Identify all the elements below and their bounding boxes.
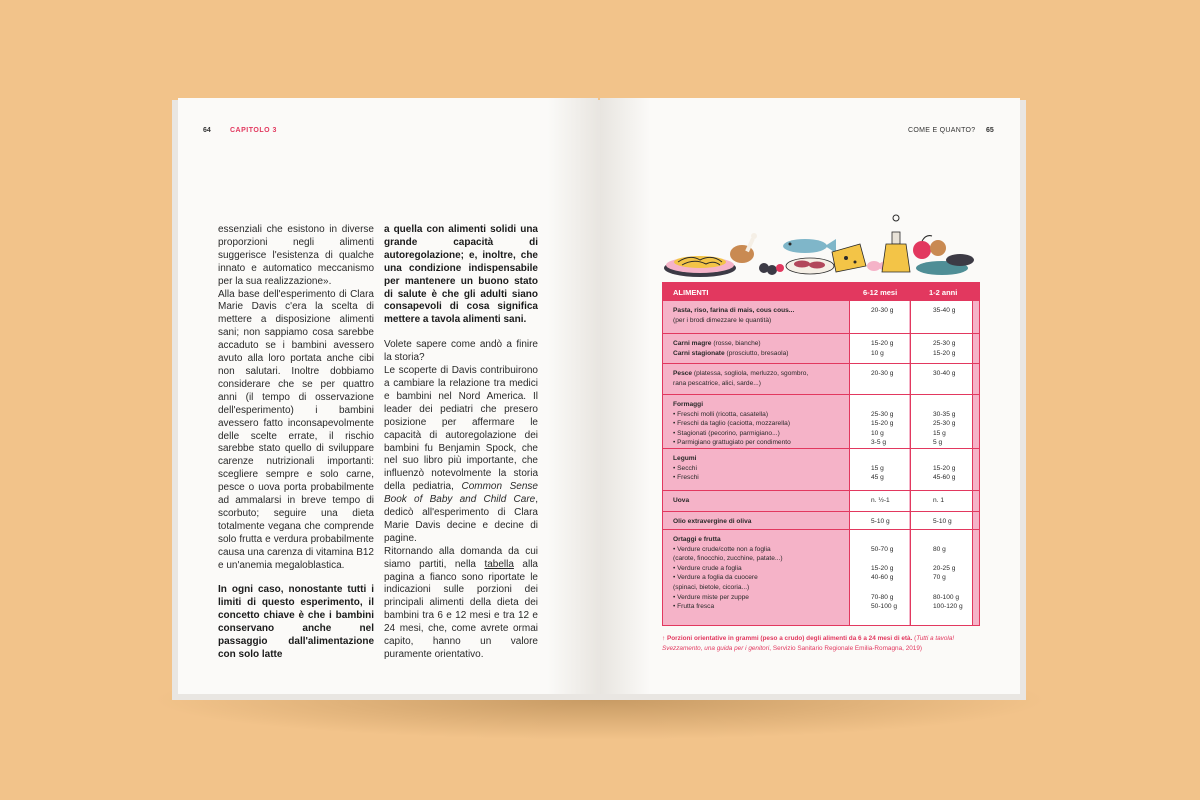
portion-1-2-cell (933, 496, 977, 506)
portion-value: 15-20 g (871, 340, 894, 347)
portion-value (871, 316, 931, 326)
portion-value: 30-35 g (933, 410, 956, 418)
portion-value: 25-30 g (933, 340, 956, 347)
portion-value: 20-30 g (871, 370, 894, 377)
portion-6-12-cell (871, 339, 931, 358)
source-title: Tutti a tavola! Svezzamento, una guida per i genitori (662, 635, 955, 652)
portion-value: 80-100 g (933, 593, 960, 601)
portion-value (871, 583, 931, 593)
portion-value (933, 316, 977, 326)
portion-1-2-cell (933, 369, 977, 388)
food-name: Pesce (673, 370, 693, 377)
portion-value (933, 554, 977, 564)
portion-value: 15-20 g (871, 564, 894, 572)
portion-value: n. ½-1 (871, 497, 890, 504)
portion-value: 40-60 g (871, 574, 894, 582)
portion-value: 45 g (871, 474, 884, 482)
portion-value: 50-100 g (871, 603, 898, 611)
portion-value: 3-5 g (871, 439, 887, 447)
food-detail: • Secchi (673, 464, 697, 472)
portion-value: 100-120 g (933, 603, 963, 611)
portion-1-2-cell (933, 400, 977, 448)
portion-value: 70 g (933, 574, 946, 582)
food-label-cell (673, 454, 848, 483)
right-page-number: 65 (986, 127, 994, 134)
portion-value: 70-80 g (871, 593, 894, 601)
portion-value: 5 g (933, 439, 943, 447)
table-row (663, 448, 979, 491)
food-detail: • Verdure miste per zuppe (673, 593, 749, 601)
paragraph: essenziali che esistono in diverse proporzioni negli alimenti suggerisce l'esistenza di qualche innato e automatico meccanismo per la sua realizzazione». (218, 224, 374, 287)
food-label-cell (673, 400, 848, 448)
portion-value: 45-60 g (933, 474, 956, 482)
portion-value: 5-10 g (933, 518, 952, 525)
food-detail: • Verdure a foglia da cuocere (673, 574, 758, 582)
portion-value (933, 454, 977, 464)
portion-6-12-cell (871, 517, 931, 527)
food-label-cell (673, 535, 848, 612)
food-name: Olio extravergine di oliva (673, 518, 752, 525)
food-detail: (prosciutto, bresaola) (724, 349, 789, 357)
text-column-1 (218, 224, 374, 662)
portion-value (871, 400, 931, 410)
portion-6-12-cell (871, 535, 931, 612)
food-detail: (spinaci, bietole, cicoria...) (673, 583, 750, 591)
food-name: Uova (673, 497, 690, 504)
food-label-cell (673, 306, 848, 325)
bold-paragraph: In ogni caso, nonostante tutti i limiti di questo esperimento, il concetto chiave è che i bambini conservano anche nel passaggio dall'alimentazione con solo latte (218, 584, 374, 660)
paragraph: Ritornando alla domanda da cui siamo partiti, nella tabella alla pagina a fianco sono riportate le indicazioni sulle porzioni dei principali alimenti della dieta dei bambini tra 6 e 12 mesi e tra 12 e 24 mesi, che, come avrete ormai capito, hanno un valore puramente orientativo. (384, 545, 538, 660)
portion-6-12-cell (871, 306, 931, 325)
portion-value: 15 g (933, 429, 946, 437)
portion-value: 80 g (933, 545, 946, 553)
portion-6-12-cell (871, 400, 931, 448)
bold-paragraph: a quella con alimenti solidi una grande capacità di autoregolazione; e, inoltre, che una condizione indispensabile per mantenere un buono stato di salute è che gli adulti siano consapevoli di cosa significa mettere a tavola alimenti sani. (384, 224, 538, 326)
chapter-label: CAPITOLO 3 (230, 127, 277, 134)
table-header (663, 283, 979, 300)
arrow-up-icon: ↑ (662, 635, 666, 642)
paragraph: Le scoperte di Davis contribuirono a cambiare la relazione tra medici e bambini nel Nord America. Il leader dei pediatri che presero posizione per affermare le capacità di autoregolazione dei bambini fu Benjamin Spock, che nel suo libro più importante, che influenzò notevolmente la storia della pediatria, Common Sense Book of Baby and Child Care, dedicò all'esperimento di Clara Marie Davis decine e decine di pagine. (384, 365, 538, 544)
portion-value: n. 1 (933, 497, 944, 504)
table-row (663, 490, 979, 512)
table-row (663, 333, 979, 364)
food-detail: (per i brodi dimezzare le quantità) (673, 316, 772, 324)
portions-table (662, 282, 980, 626)
book-title: Common Sense Book of Baby and Child Care (384, 481, 538, 506)
paragraph: Alla base dell'esperimento di Clara Marie Davis c'era la scelta di mettere a disposizione alimenti sani; non sappiamo cosa sarebbe accaduto se i bambini avessero avuto alla loro portata anche cibi non salutari. Inoltre dobbiamo considerare che se per quattro anni (il tempo di osservazione dell'esperimento) i bambini avessero fatto inconsapevolmente delle scelte errate, il rischio sarebbe stato quello di sviluppare carenze nutrizionali importanti: scegliere sempre e solo carne, pesce o uova porta probabilmente ad ammalarsi in breve tempo di scorbuto; seguire una dieta totalmente vegana che comprende solo frutta e verdura probabilmente causa una carenza di vitamina B12 e un'anemia megaloblastica. (218, 288, 374, 571)
food-label-cell (673, 496, 848, 506)
table-row (663, 394, 979, 449)
table-link[interactable]: tabella (484, 558, 514, 570)
portion-value: 30-40 g (933, 370, 956, 377)
portion-value: 10 g (871, 349, 884, 357)
header-cell: 1-2 anni (929, 288, 958, 297)
food-detail: • Stagionati (pecorino, parmigiano...) (673, 429, 780, 437)
food-detail: (platessa, sogliola, merluzzo, sgombro, (692, 370, 809, 377)
portion-value: 10 g (871, 429, 884, 437)
portion-value: 25-30 g (933, 420, 956, 428)
table-caption: ↑ Porzioni orientative in grammi (peso a crudo) degli alimenti da 6 a 24 mesi di età. (Tutti a tavola! Svezzamento, una guida per i genitori, Servizio Sanitario Regionale Emilia-Romagna, 2019) (662, 635, 955, 652)
food-detail: (rosse, bianche) (711, 340, 761, 347)
portion-value: 15-20 g (933, 349, 956, 357)
portion-value (871, 454, 931, 464)
portion-value: 20-30 g (871, 307, 894, 314)
paragraph: Volete sapere come andò a finire la storia? (384, 339, 538, 364)
text-column-2 (384, 224, 538, 662)
food-detail: • Freschi da taglio (caciotta, mozzarella) (673, 420, 791, 428)
portion-1-2-cell (933, 535, 977, 612)
food-illustration-icon (660, 210, 980, 282)
portion-value (933, 400, 977, 410)
table-row (663, 529, 979, 626)
food-name: Carni magre (673, 340, 712, 347)
table-row (663, 300, 979, 334)
table-row (663, 511, 979, 530)
portion-6-12-cell (871, 369, 931, 388)
portion-value (871, 554, 931, 564)
food-name: Ortaggi e frutta (673, 536, 721, 543)
food-detail: • Frutta fresca (673, 603, 715, 611)
portion-value (933, 535, 977, 545)
food-name: Legumi (673, 455, 697, 462)
portion-value: 15-20 g (871, 420, 894, 428)
portion-1-2-cell (933, 517, 977, 527)
portion-value: 15-20 g (933, 464, 956, 472)
food-label-cell (673, 517, 848, 527)
food-detail: • Freschi (673, 474, 699, 482)
portion-value (933, 583, 977, 593)
portion-value: 50-70 g (871, 545, 894, 553)
food-detail: • Verdure crude a foglia (673, 564, 742, 572)
food-name: Formaggi (673, 401, 704, 408)
portion-value (933, 379, 977, 389)
portion-1-2-cell (933, 454, 977, 483)
portion-value: 5-10 g (871, 518, 890, 525)
food-detail: (carote, finocchio, zucchine, patate...) (673, 555, 783, 563)
portion-6-12-cell (871, 496, 931, 506)
food-detail: • Parmigiano grattugiato per condimento (673, 439, 791, 447)
portion-value: 20-25 g (933, 564, 956, 572)
table-row (663, 363, 979, 395)
portion-6-12-cell (871, 454, 931, 483)
portion-value: 15 g (871, 464, 884, 472)
header-cell: 6-12 mesi (863, 288, 898, 297)
portion-1-2-cell (933, 306, 977, 325)
food-name: Carni stagionate (673, 349, 725, 357)
portion-value (871, 379, 931, 389)
header-cell: ALIMENTI (673, 288, 709, 297)
food-detail: • Verdure crude/cotte non a foglia (673, 545, 771, 553)
left-page-number: 64 (203, 127, 211, 134)
portion-value: 25-30 g (871, 410, 894, 418)
portion-1-2-cell (933, 339, 977, 358)
food-label-cell (673, 339, 848, 358)
running-head: COME E QUANTO? (908, 127, 976, 134)
food-label-cell (673, 369, 848, 388)
food-detail: • Freschi molli (ricotta, casatella) (673, 410, 769, 418)
food-detail: rana pescatrice, alici, sarde...) (673, 379, 761, 387)
portion-value (871, 535, 931, 545)
portion-value: 35-40 g (933, 307, 956, 314)
food-name: Pasta, riso, farina di mais, cous cous... (673, 307, 795, 314)
